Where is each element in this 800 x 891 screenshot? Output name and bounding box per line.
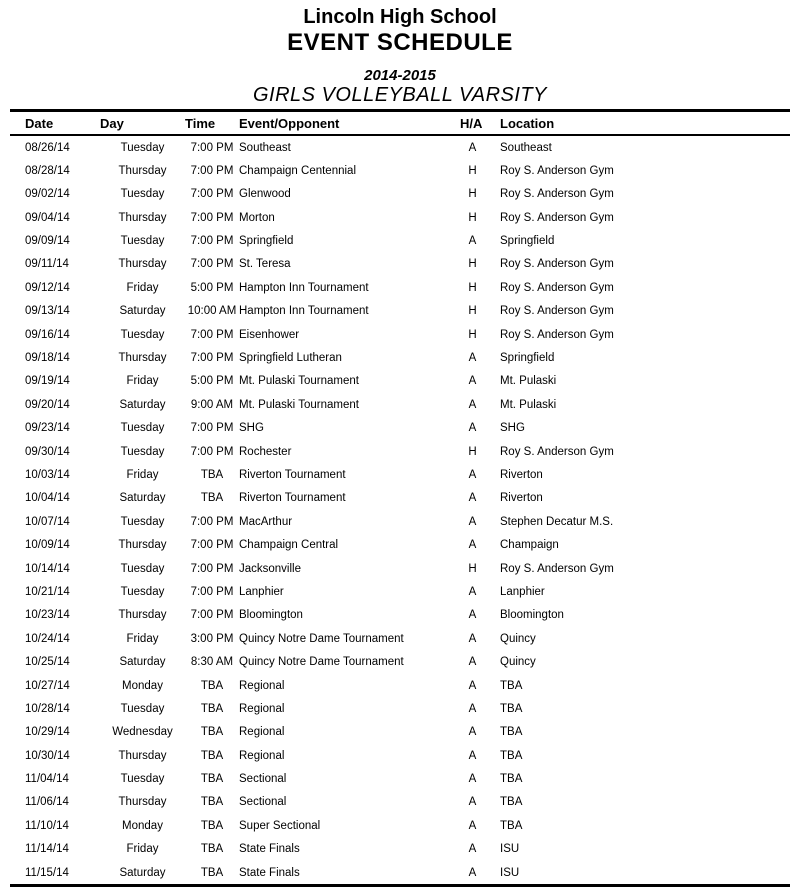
cell-ha: A	[468, 492, 477, 505]
column-header-event: Event/Opponent	[239, 110, 460, 135]
cell-time: 7:00 PM	[190, 164, 234, 177]
cell-location: Riverton	[500, 492, 543, 505]
cell-date: 10/04/14	[25, 492, 70, 505]
cell-date: 09/30/14	[25, 445, 70, 458]
cell-location: Stephen Decatur M.S.	[500, 515, 614, 528]
cell-date: 09/12/14	[25, 281, 70, 294]
cell-date: 09/09/14	[25, 235, 70, 248]
cell-date: 10/14/14	[25, 562, 70, 575]
cell-event: Springfield	[239, 235, 294, 248]
cell-ha: H	[468, 188, 477, 201]
cell-location: TBA	[500, 702, 523, 715]
cell-ha: A	[468, 609, 477, 622]
cell-location: SHG	[500, 422, 525, 435]
cell-time: 7:00 PM	[190, 445, 234, 458]
cell-day: Friday	[126, 375, 159, 388]
table-row	[10, 253, 790, 276]
cell-ha: H	[468, 562, 477, 575]
cell-ha: A	[468, 819, 477, 832]
cell-ha: A	[468, 141, 477, 154]
cell-event: Regional	[239, 749, 285, 762]
table-row	[10, 604, 790, 627]
table-row	[10, 276, 790, 299]
cell-ha: A	[468, 585, 477, 598]
header-row	[10, 110, 790, 135]
cell-location: ISU	[500, 843, 520, 856]
table-row	[10, 744, 790, 767]
cell-location: Riverton	[500, 469, 543, 481]
table-row	[10, 767, 790, 790]
cell-day: Tuesday	[120, 188, 165, 201]
cell-time: TBA	[200, 726, 224, 739]
cell-event: Lanphier	[239, 585, 284, 598]
cell-day: Friday	[126, 469, 159, 481]
table-row	[10, 533, 790, 556]
cell-location: Mt. Pulaski	[500, 375, 557, 388]
cell-ha: A	[468, 843, 477, 856]
cell-day: Tuesday	[120, 585, 165, 598]
table-row	[10, 440, 790, 463]
cell-time: 7:00 PM	[190, 235, 234, 248]
cell-event: Champaign Centennial	[239, 164, 356, 177]
cell-time: 7:00 PM	[190, 515, 234, 528]
cell-ha: A	[468, 866, 477, 879]
table-row	[10, 697, 790, 720]
cell-event: Super Sectional	[239, 819, 321, 832]
cell-ha: H	[468, 164, 477, 177]
schedule-table	[10, 109, 790, 888]
document-header	[0, 0, 800, 107]
cell-time: 7:00 PM	[190, 539, 234, 552]
table-row	[10, 838, 790, 861]
cell-date: 10/28/14	[25, 702, 70, 715]
cell-event: Hampton Inn Tournament	[239, 281, 369, 294]
cell-event: Riverton Tournament	[239, 492, 346, 505]
cell-day: Tuesday	[120, 328, 165, 341]
cell-event: Morton	[239, 211, 275, 224]
cell-date: 09/02/14	[25, 188, 70, 201]
cell-day: Saturday	[119, 492, 166, 505]
cell-ha: A	[468, 702, 477, 715]
cell-event: Regional	[239, 726, 285, 739]
document-title: EVENT SCHEDULE	[287, 29, 513, 56]
cell-day: Saturday	[119, 398, 166, 411]
cell-time: 3:00 PM	[190, 632, 234, 645]
cell-event: Eisenhower	[239, 328, 300, 341]
cell-day: Thursday	[118, 749, 167, 762]
cell-ha: A	[468, 398, 477, 411]
table-row	[10, 721, 790, 744]
column-header-date: Date	[10, 110, 100, 135]
season-years: 2014-2015	[364, 66, 436, 84]
cell-date: 09/13/14	[25, 305, 70, 318]
table-row	[10, 323, 790, 346]
cell-time: 7:00 PM	[190, 422, 234, 435]
schedule-table-body	[10, 135, 790, 886]
cell-date: 09/20/14	[25, 398, 70, 411]
cell-location: Southeast	[500, 141, 552, 154]
cell-date: 11/06/14	[25, 796, 69, 809]
column-header-time: Time	[185, 110, 239, 135]
cell-time: 7:00 PM	[190, 188, 234, 201]
cell-event: Regional	[239, 702, 285, 715]
cell-time: 5:00 PM	[190, 281, 234, 294]
table-row	[10, 674, 790, 697]
cell-ha: A	[468, 539, 477, 552]
cell-day: Thursday	[118, 258, 167, 271]
cell-time: TBA	[200, 866, 224, 879]
cell-date: 10/25/14	[25, 656, 70, 669]
cell-ha: H	[468, 328, 477, 341]
cell-ha: A	[468, 235, 477, 248]
cell-time: TBA	[200, 749, 224, 762]
cell-time: 5:00 PM	[190, 375, 234, 388]
cell-day: Thursday	[118, 352, 167, 365]
cell-location: Roy S. Anderson Gym	[500, 445, 614, 458]
cell-event: Mt. Pulaski Tournament	[239, 398, 359, 411]
cell-location: TBA	[500, 749, 523, 762]
cell-event: St. Teresa	[239, 258, 291, 271]
cell-time: TBA	[200, 773, 224, 786]
cell-location: TBA	[500, 679, 523, 692]
cell-day: Tuesday	[120, 445, 165, 458]
cell-date: 09/19/14	[25, 375, 70, 388]
cell-ha: H	[468, 445, 477, 458]
cell-event: Sectional	[239, 796, 287, 809]
cell-date: 10/07/14	[25, 515, 70, 528]
cell-date: 09/11/14	[25, 258, 69, 271]
cell-day: Thursday	[118, 539, 167, 552]
cell-time: 7:00 PM	[190, 141, 234, 154]
cell-time: 9:00 AM	[190, 398, 234, 411]
cell-event: Jacksonville	[239, 562, 301, 575]
table-row	[10, 650, 790, 673]
cell-day: Friday	[126, 632, 159, 645]
cell-time: 7:00 PM	[190, 562, 234, 575]
cell-date: 09/23/14	[25, 422, 70, 435]
cell-location: Roy S. Anderson Gym	[500, 328, 614, 341]
table-row	[10, 370, 790, 393]
cell-date: 08/28/14	[25, 164, 70, 177]
table-row	[10, 463, 790, 486]
cell-date: 09/04/14	[25, 211, 70, 224]
cell-ha: A	[468, 632, 477, 645]
cell-time: TBA	[200, 819, 224, 832]
cell-time: 10:00 AM	[187, 305, 237, 318]
cell-location: Springfield	[500, 235, 555, 248]
cell-ha: H	[468, 281, 477, 294]
cell-day: Saturday	[119, 866, 166, 879]
table-row	[10, 791, 790, 814]
cell-time: 7:00 PM	[190, 258, 234, 271]
table-row	[10, 814, 790, 837]
cell-event: Glenwood	[239, 188, 291, 201]
cell-event: Rochester	[239, 445, 292, 458]
cell-ha: H	[468, 211, 477, 224]
cell-location: Mt. Pulaski	[500, 398, 557, 411]
cell-event: Quincy Notre Dame Tournament	[239, 632, 404, 645]
cell-day: Thursday	[118, 211, 167, 224]
cell-location: ISU	[500, 866, 520, 879]
cell-location: Springfield	[500, 352, 555, 365]
cell-event: Springfield Lutheran	[239, 352, 342, 365]
cell-day: Thursday	[118, 164, 167, 177]
cell-ha: H	[468, 258, 477, 271]
cell-location: Roy S. Anderson Gym	[500, 562, 614, 575]
team-subtitle: GIRLS VOLLEYBALL VARSITY	[253, 83, 547, 106]
cell-date: 11/04/14	[25, 773, 69, 786]
cell-day: Saturday	[119, 305, 166, 318]
cell-day: Wednesday	[112, 726, 173, 739]
table-row	[10, 135, 790, 159]
cell-location: TBA	[500, 726, 523, 739]
cell-date: 10/23/14	[25, 609, 70, 622]
cell-date: 10/30/14	[25, 749, 70, 762]
table-row	[10, 580, 790, 603]
cell-time: TBA	[200, 469, 224, 481]
table-row	[10, 229, 790, 252]
cell-ha: H	[468, 305, 477, 318]
cell-location: Lanphier	[500, 585, 545, 598]
cell-event: State Finals	[239, 843, 300, 856]
cell-time: 7:00 PM	[190, 609, 234, 622]
cell-day: Monday	[122, 679, 163, 692]
cell-day: Saturday	[119, 656, 166, 669]
cell-ha: A	[468, 422, 477, 435]
cell-date: 11/14/14	[25, 843, 69, 856]
cell-date: 10/21/14	[25, 585, 70, 598]
table-row	[10, 346, 790, 369]
cell-event: Hampton Inn Tournament	[239, 305, 369, 318]
cell-ha: A	[468, 375, 477, 388]
cell-location: Roy S. Anderson Gym	[500, 305, 614, 318]
cell-time: TBA	[200, 796, 224, 809]
cell-date: 09/16/14	[25, 328, 70, 341]
table-row	[10, 159, 790, 182]
cell-location: Quincy	[500, 656, 536, 669]
table-row	[10, 417, 790, 440]
cell-date: 10/09/14	[25, 539, 70, 552]
cell-ha: A	[468, 749, 477, 762]
cell-day: Thursday	[118, 609, 167, 622]
cell-event: Sectional	[239, 773, 287, 786]
cell-ha: A	[468, 773, 477, 786]
column-header-ha: H/A	[460, 110, 485, 135]
cell-time: TBA	[200, 702, 224, 715]
cell-ha: A	[468, 352, 477, 365]
table-row	[10, 393, 790, 416]
table-row	[10, 861, 790, 886]
cell-location: Quincy	[500, 632, 536, 645]
cell-location: Roy S. Anderson Gym	[500, 164, 614, 177]
table-row	[10, 183, 790, 206]
cell-location: TBA	[500, 773, 523, 786]
cell-date: 08/26/14	[25, 141, 70, 154]
cell-day: Friday	[126, 843, 159, 856]
cell-date: 10/24/14	[25, 632, 70, 645]
cell-day: Tuesday	[120, 562, 165, 575]
cell-ha: A	[468, 679, 477, 692]
cell-location: Roy S. Anderson Gym	[500, 281, 614, 294]
table-row	[10, 510, 790, 533]
cell-date: 11/10/14	[25, 819, 69, 832]
cell-day: Tuesday	[120, 141, 165, 154]
cell-location: Champaign	[500, 539, 559, 552]
cell-location: Roy S. Anderson Gym	[500, 258, 614, 271]
cell-date: 10/29/14	[25, 726, 70, 739]
cell-event: Bloomington	[239, 609, 303, 622]
cell-day: Monday	[122, 819, 163, 832]
table-row	[10, 300, 790, 323]
cell-date: 11/15/14	[25, 866, 69, 879]
schedule-table-head	[10, 110, 790, 135]
cell-day: Tuesday	[120, 702, 165, 715]
cell-location: TBA	[500, 819, 523, 832]
table-row	[10, 487, 790, 510]
cell-date: 10/03/14	[25, 469, 70, 481]
cell-day: Tuesday	[120, 422, 165, 435]
cell-time: 7:00 PM	[190, 328, 234, 341]
table-row	[10, 206, 790, 229]
cell-time: 7:00 PM	[190, 211, 234, 224]
cell-ha: A	[468, 726, 477, 739]
cell-ha: A	[468, 656, 477, 669]
cell-day: Tuesday	[120, 773, 165, 786]
cell-event: Riverton Tournament	[239, 469, 346, 481]
column-header-location: Location	[485, 110, 790, 135]
cell-location: Roy S. Anderson Gym	[500, 211, 614, 224]
cell-event: SHG	[239, 422, 264, 435]
cell-ha: A	[468, 515, 477, 528]
cell-time: 7:00 PM	[190, 585, 234, 598]
cell-location: TBA	[500, 796, 523, 809]
table-row	[10, 627, 790, 650]
cell-date: 09/18/14	[25, 352, 70, 365]
cell-event: Regional	[239, 679, 285, 692]
cell-event: Champaign Central	[239, 539, 339, 552]
cell-day: Thursday	[118, 796, 167, 809]
cell-time: TBA	[200, 679, 224, 692]
cell-event: State Finals	[239, 866, 300, 879]
table-row	[10, 557, 790, 580]
cell-location: Bloomington	[500, 609, 564, 622]
column-header-day: Day	[100, 110, 185, 135]
cell-event: Quincy Notre Dame Tournament	[239, 656, 404, 669]
cell-day: Friday	[126, 281, 159, 294]
cell-time: TBA	[200, 492, 224, 505]
cell-day: Tuesday	[120, 235, 165, 248]
cell-time: 7:00 PM	[190, 352, 234, 365]
cell-date: 10/27/14	[25, 679, 70, 692]
cell-event: Southeast	[239, 141, 291, 154]
cell-location: Roy S. Anderson Gym	[500, 188, 614, 201]
cell-ha: A	[468, 796, 477, 809]
cell-day: Tuesday	[120, 515, 165, 528]
cell-time: 8:30 AM	[190, 656, 234, 669]
cell-time: TBA	[200, 843, 224, 856]
cell-event: Mt. Pulaski Tournament	[239, 375, 359, 388]
school-name: Lincoln High School	[303, 6, 497, 28]
cell-event: MacArthur	[239, 515, 293, 528]
cell-ha: A	[468, 469, 477, 481]
